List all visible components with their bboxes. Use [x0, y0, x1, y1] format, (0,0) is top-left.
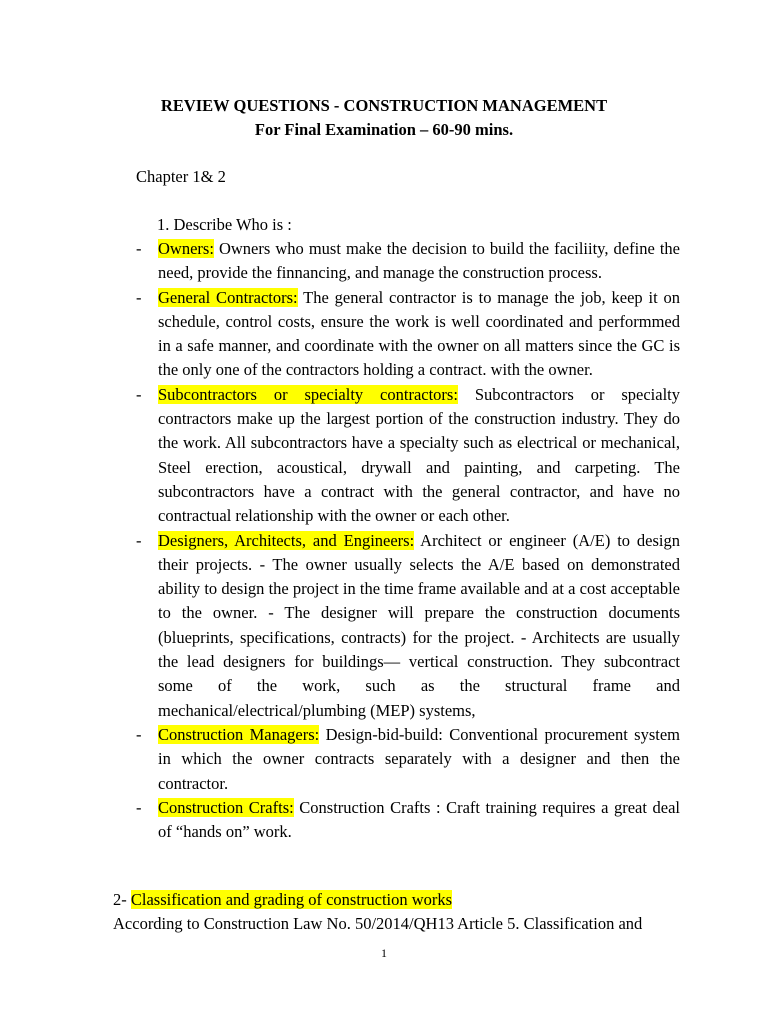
definition-text: Architect or engineer (A/E) to design their projects. - The owner usually selects the A/E based on demonstrated ability to design the project in the time frame available and at a cost acceptable to the owner. - The designer will prepare the construction documents (blueprints, specifications, contracts) for the project. - Architects are usually the lead designers for buildings— vertical construction. They subcontract some of the work, such as the structural frame and mechanical/electrical/plumbing (MEP) systems,: [158, 530, 681, 720]
list-item-subcontractors: [0, 383, 768, 529]
highlighted-term: Construction Managers:: [158, 724, 320, 744]
highlighted-term: Owners:: [158, 239, 214, 258]
list-item-general-contractors: [0, 286, 768, 383]
definition-text: Subcontractors or specialty contractors make up the largest portion of the construction industry. They do the work. All subcontractors have a specialty such as electrical or mechanical, Steel erection, acoustical, drywall and painting, and carpeting. The subcontractors have a contract with the general contractor, and have no contractual relationship with the owner or each other.: [158, 384, 680, 526]
list-dash: -: [136, 530, 142, 550]
list-item-body: [158, 529, 680, 723]
list-dash: -: [136, 724, 142, 744]
list-item-construction-crafts: [0, 796, 768, 845]
list-dash: -: [136, 239, 142, 258]
section-title: Classification and grading of construction works: [130, 890, 453, 909]
section-2-heading: [113, 888, 452, 912]
list-dash: -: [136, 384, 142, 404]
list-item-body: [158, 796, 680, 845]
definition-text: Construction Crafts : Craft training requires a great deal of “hands on” work.: [158, 797, 680, 842]
definition-text: The general contractor is to manage the job, keep it on schedule, control costs, ensure the work is well coordinated and performmed in a safe manner, and coordinate with the owner on all matters since the GC is the only one of the contractors holding a contract. with the owner.: [158, 287, 681, 380]
list-dash: -: [136, 287, 142, 307]
definition-text: Owners who must make the decision to build the faciliity, define the need, provide the finnancing, and manage the construction process.: [158, 239, 680, 283]
list-item-owners: [0, 237, 768, 286]
question-1-prompt: 1. Describe Who is :: [157, 215, 292, 234]
list-item-body: [158, 237, 680, 286]
section-2-intro: According to Construction Law No. 50/2014/QH13 Article 5. Classification and: [113, 914, 643, 933]
list-item-designers: [0, 529, 768, 723]
page-number: 1: [381, 946, 387, 960]
definition-text: Design-bid-build: Conventional procurement system in which the owner contracts separately with a designer and then the contractor.: [158, 724, 680, 793]
section-number: 2-: [113, 890, 131, 909]
highlighted-term: Designers, Architects, and Engineers:: [158, 530, 415, 550]
document-title: [0, 94, 768, 142]
title-line-2: For Final Examination – 60-90 mins.: [254, 120, 514, 139]
list-item-body: [158, 383, 680, 529]
highlighted-term: Construction Crafts:: [158, 797, 294, 817]
highlighted-term: General Contractors:: [158, 287, 298, 307]
list-dash: -: [136, 797, 142, 817]
chapter-label: Chapter 1& 2: [136, 167, 226, 186]
list-item-body: [158, 723, 680, 796]
list-item-construction-managers: [0, 723, 768, 796]
role-definition-list: [0, 237, 768, 844]
highlighted-term: Subcontractors or specialty contractors:: [158, 384, 458, 404]
title-line-1: REVIEW QUESTIONS - CONSTRUCTION MANAGEMENT: [160, 96, 608, 115]
list-item-body: [158, 286, 680, 383]
